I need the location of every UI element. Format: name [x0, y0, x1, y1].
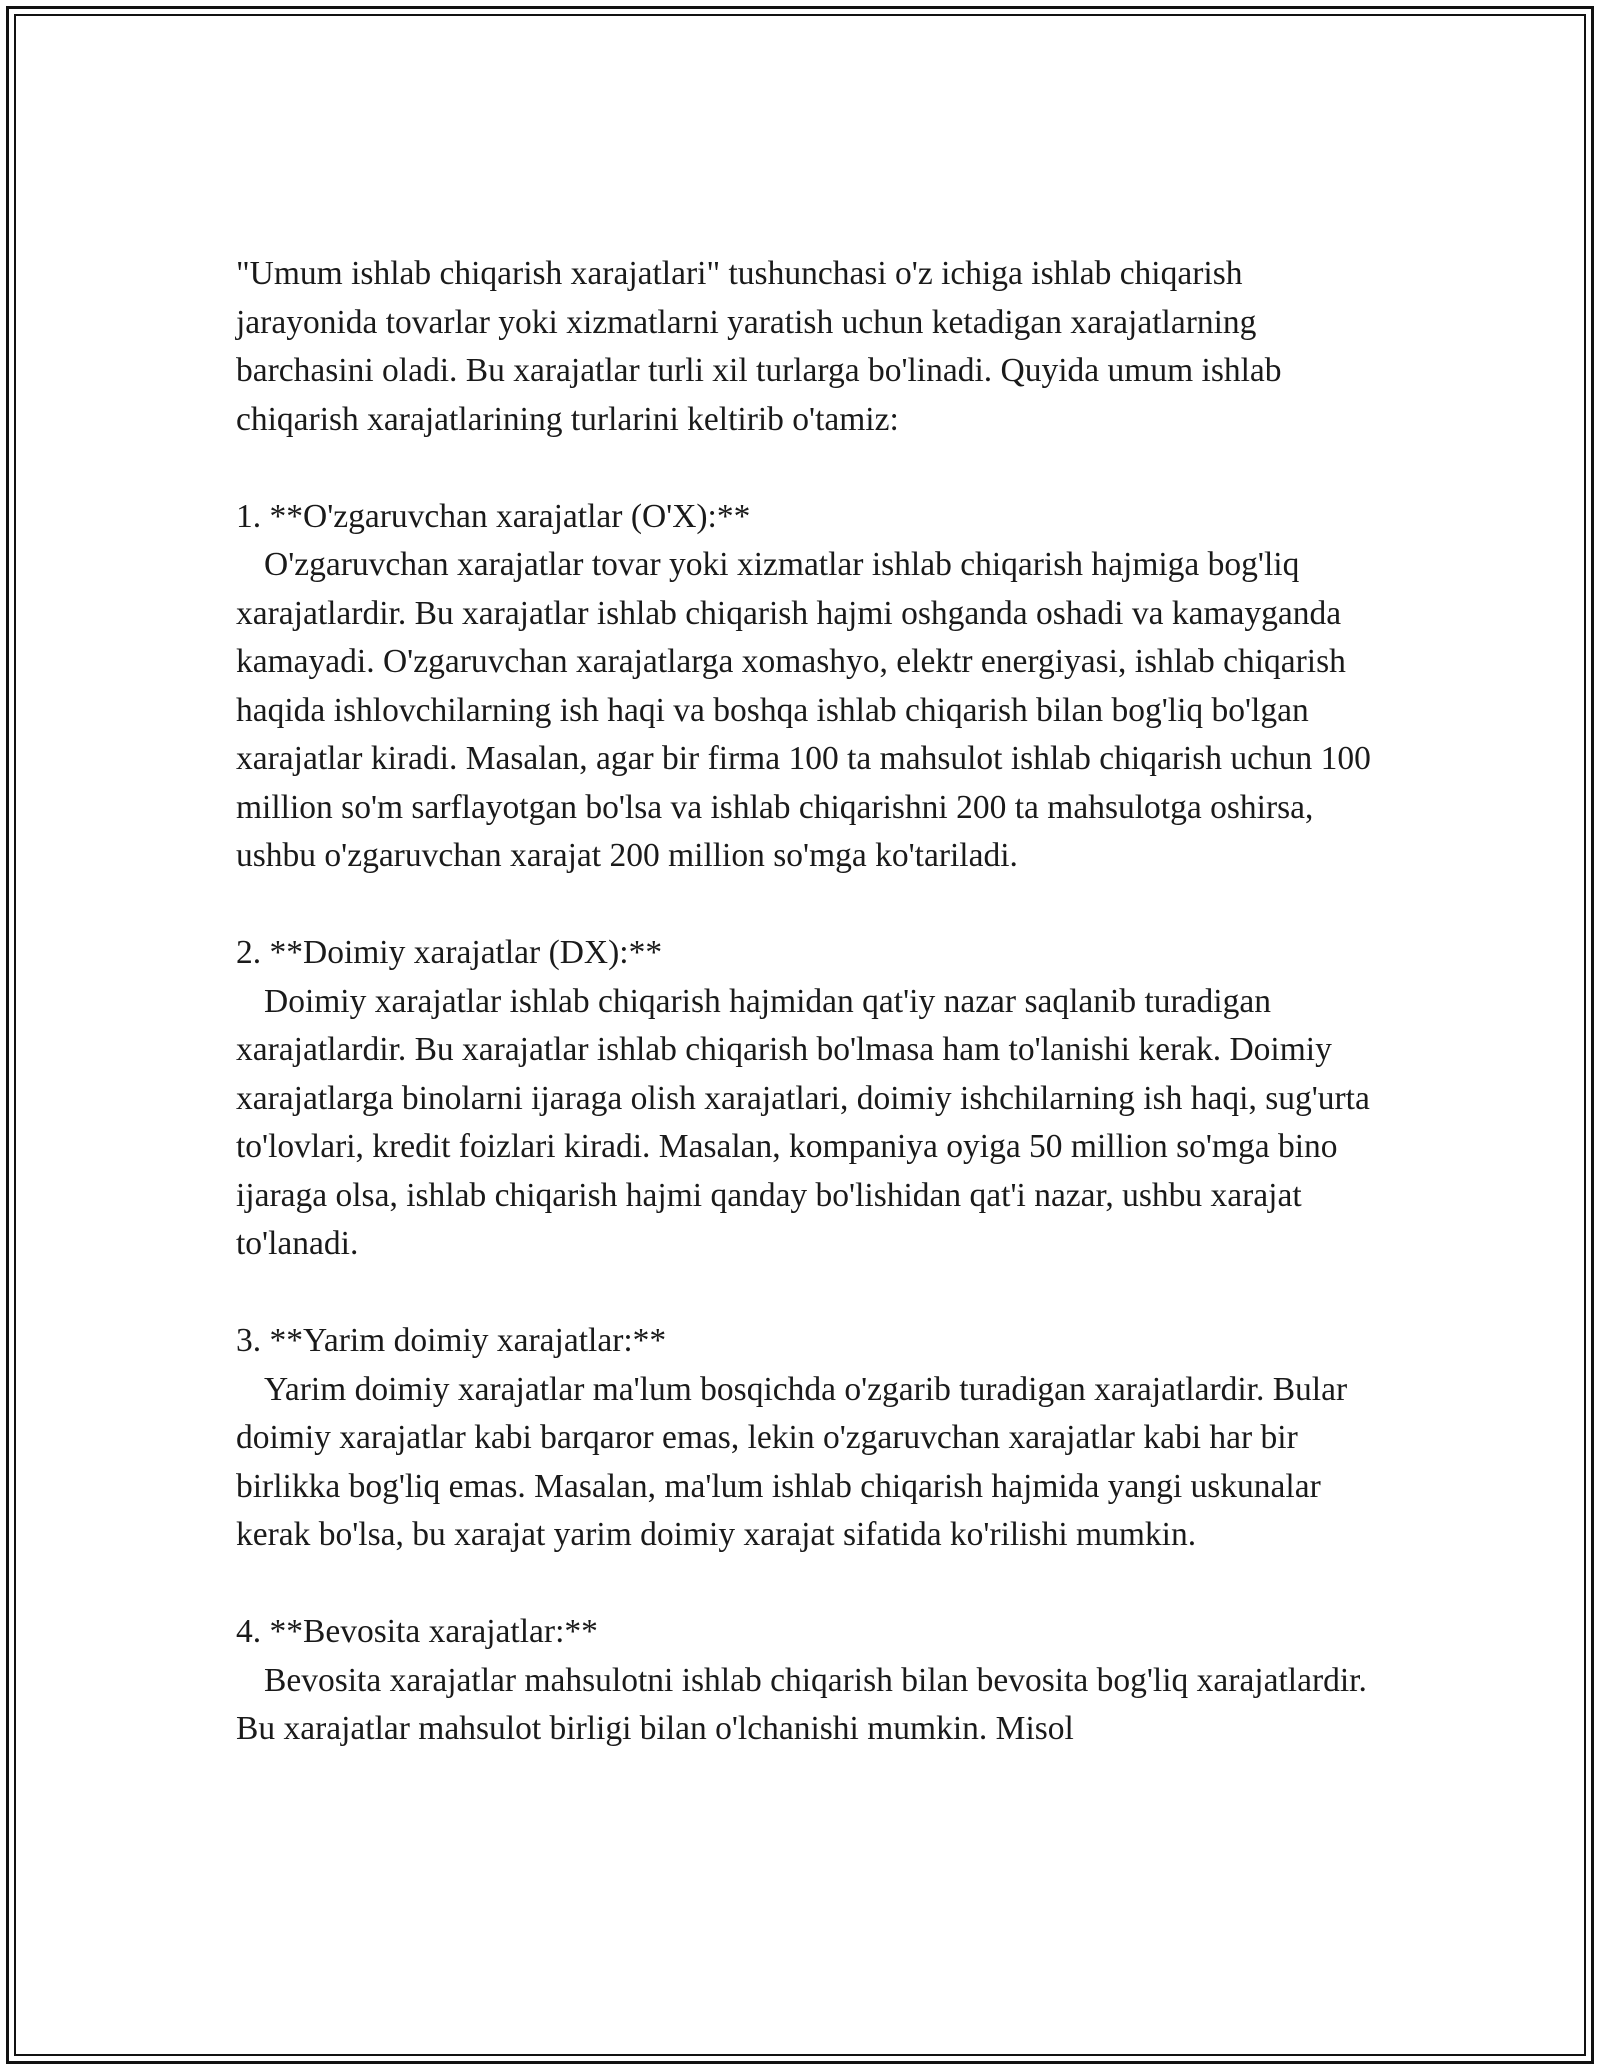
- section-heading: 3. **Yarim doimiy xarajatlar:**: [236, 1322, 667, 1359]
- section-variable-costs: [236, 493, 1376, 881]
- section-heading: 2. **Doimiy xarajatlar (DX):**: [236, 934, 663, 971]
- section-heading: 1. **O'zgaruvchan xarajatlar (O'X):**: [236, 497, 751, 535]
- section-semi-fixed-costs: [236, 1317, 1376, 1560]
- section-direct-costs: [236, 1608, 1376, 1754]
- section-fixed-costs: [236, 929, 1376, 1269]
- section-text: Bevosita xarajatlar mahsulotni ishlab chiqarish bilan bevosita bog'liq xarajatlardir. Bu xarajatlar mahsulot birligi bilan o'lchanishi mumkin. Misol: [236, 1661, 1367, 1747]
- section-heading: 4. **Bevosita xarajatlar:**: [236, 1613, 598, 1650]
- section-text: Yarim doimiy xarajatlar ma'lum bosqichda o'zgarib turadigan xarajatlardir. Bular doimiy xarajatlar kabi barqaror emas, lekin o'zgaruvchan xarajatlar kabi har bir birlikka bog'liq emas. Masalan, ma'lum ishlab chiqarish hajmida yangi uskunalar kerak bo'lsa, bu xarajat yarim doimiy xarajat sifatida ko'rilishi mumkin.: [236, 1370, 1348, 1553]
- section-text: O'zgaruvchan xarajatlar tovar yoki xizmatlar ishlab chiqarish hajmiga bog'liq xarajatlardir. Bu xarajatlar ishlab chiqarish hajmi oshganda oshadi va kamayganda kamayadi. O'zgaruvchan xarajatlarga xomashyo, elektr energiyasi, ishlab chiqarish haqida ishlovchilarning ish haqi va boshqa ishlab chiqarish bilan bog'liq bo'lgan xarajatlar kiradi. Masalan, agar bir firma 100 ta mahsulot ishlab chiqarish uchun 100 million so'm sarflayotgan bo'lsa va ishlab chiqarishni 200 ta mahsulotga oshirsa, ushbu o'zgaruvchan xarajat 200 million so'mga ko'tariladi.: [236, 546, 1371, 874]
- section-text: Doimiy xarajatlar ishlab chiqarish hajmidan qat'iy nazar saqlanib turadigan xarajatlardir. Bu xarajatlar ishlab chiqarish bo'lmasa ham to'lanishi kerak. Doimiy xarajatlarga binolarni ijaraga olish xarajatlari, doimiy ishchilarning ish haqi, sug'urta to'lovlari, kredit foizlari kiradi. Masalan, kompaniya oyiga 50 million so'mga bino ijaraga olsa, ishlab chiqarish hajmi qanday bo'lishidan qat'i nazar, ushbu xarajat to'lanadi.: [236, 982, 1370, 1262]
- document-body: [236, 250, 1376, 1754]
- intro-paragraph: "Umum ishlab chiqarish xarajatlari" tushunchasi o'z ichiga ishlab chiqarish jarayonida tovarlar yoki xizmatlarni yaratish uchun ketadigan xarajatlarning barchasini oladi. Bu xarajatlar turli xil turlarga bo'linadi. Quyida umum ishlab chiqarish xarajatlarining turlarini keltirib o'tamiz:: [236, 255, 1282, 438]
